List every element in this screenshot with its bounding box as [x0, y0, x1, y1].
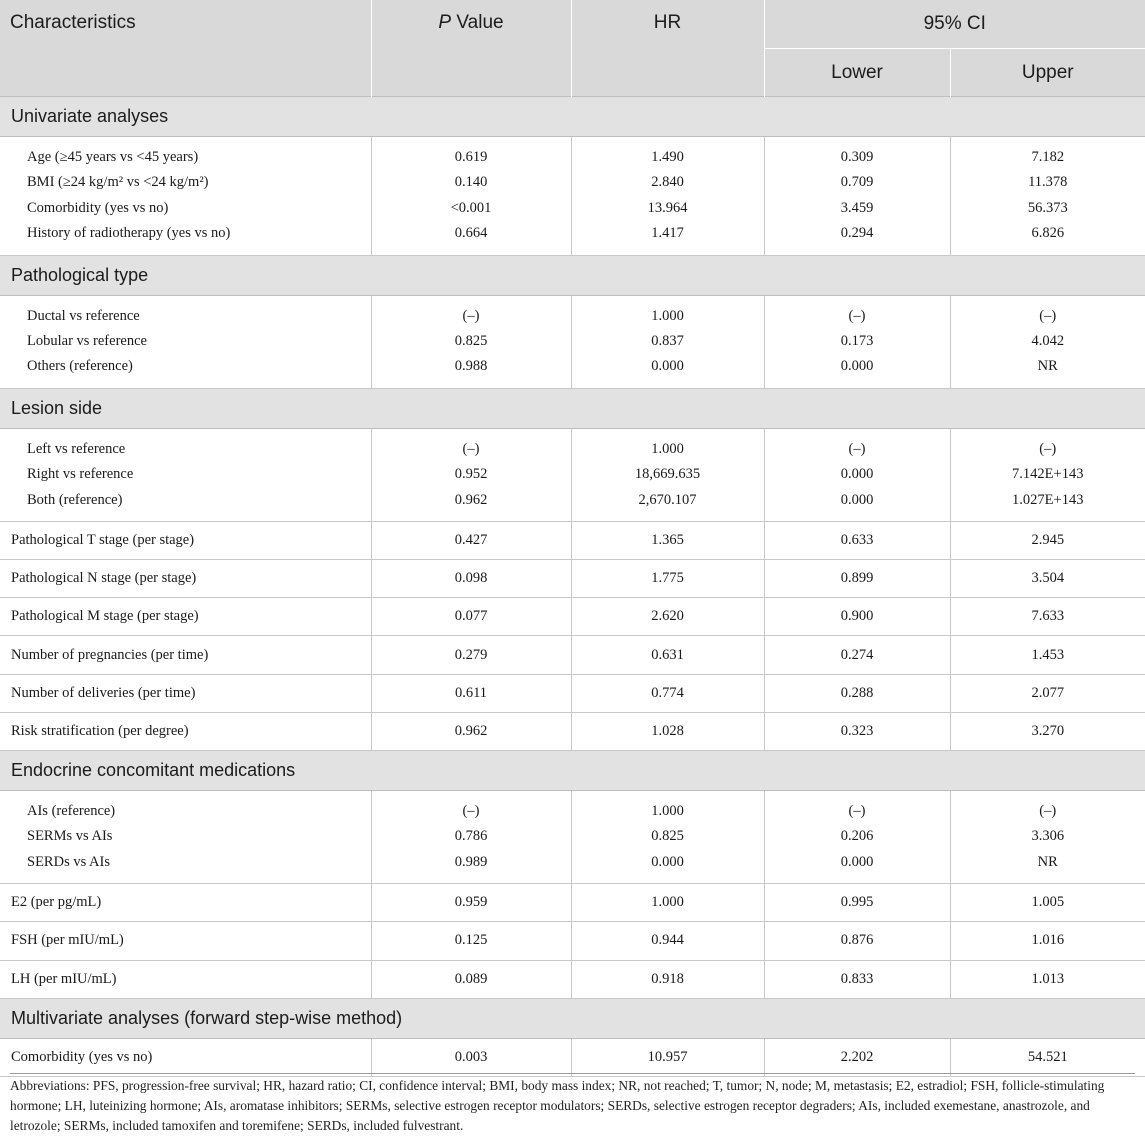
- label-line: BMI (≥24 kg/m² vs <24 kg/m²): [27, 170, 371, 195]
- label-cell: Number of pregnancies (per time): [0, 636, 371, 674]
- p-value-line: 0.786: [372, 824, 571, 849]
- p-value-cell: 0.611: [371, 674, 571, 712]
- label-line: Right vs reference: [27, 462, 371, 487]
- table-row: [0, 712, 1145, 750]
- lower-ci-cell: 0.900: [764, 598, 950, 636]
- hr-line: 1.000: [572, 437, 764, 462]
- lower-ci-line: 0.206: [765, 824, 950, 849]
- hr-cell: [571, 295, 764, 388]
- p-value-line: 0.140: [372, 170, 571, 195]
- hr-cell: [571, 428, 764, 521]
- p-value-cell: 0.098: [371, 560, 571, 598]
- section-univariate: Univariate analyses: [0, 97, 1145, 137]
- p-value-cell: 0.089: [371, 960, 571, 998]
- lower-ci-cell: 0.995: [764, 884, 950, 922]
- upper-ci-line: (–): [951, 799, 1145, 824]
- lower-ci-line: (–): [765, 437, 950, 462]
- hr-line: 18,669.635: [572, 462, 764, 487]
- hr-line: 0.000: [572, 354, 764, 379]
- hr-line: 13.964: [572, 196, 764, 221]
- p-value-line: (–): [372, 437, 571, 462]
- hr-line: 2,670.107: [572, 488, 764, 513]
- lower-ci-line: 0.000: [765, 488, 950, 513]
- p-value-cell: 0.959: [371, 884, 571, 922]
- hr-cell: 2.620: [571, 598, 764, 636]
- p-value-cell: 0.962: [371, 712, 571, 750]
- upper-ci-line: (–): [951, 304, 1145, 329]
- label-cell: [0, 791, 371, 884]
- table-row: [0, 674, 1145, 712]
- label-line: Age (≥45 years vs <45 years): [27, 145, 371, 170]
- p-value-line: (–): [372, 799, 571, 824]
- label-line: Ductal vs reference: [27, 304, 371, 329]
- p-value-cell: 0.077: [371, 598, 571, 636]
- upper-ci-cell: 54.521: [950, 1038, 1145, 1076]
- p-value-line: <0.001: [372, 196, 571, 221]
- hr-cell: [571, 137, 764, 256]
- endocrine-group: [0, 791, 1145, 884]
- pathological-type-group: [0, 295, 1145, 388]
- label-cell: [0, 137, 371, 256]
- upper-ci-cell: 1.013: [950, 960, 1145, 998]
- hr-cell: 10.957: [571, 1038, 764, 1076]
- table-row: [0, 560, 1145, 598]
- hr-line: 1.000: [572, 304, 764, 329]
- lower-ci-line: (–): [765, 304, 950, 329]
- upper-ci-cell: [950, 137, 1145, 256]
- upper-ci-line: 4.042: [951, 329, 1145, 354]
- header-characteristics: Characteristics: [0, 0, 371, 97]
- upper-ci-cell: [950, 428, 1145, 521]
- upper-ci-line: 7.142E+143: [951, 462, 1145, 487]
- hr-line: 0.837: [572, 329, 764, 354]
- p-value-cell: [371, 428, 571, 521]
- table-row: [0, 521, 1145, 559]
- upper-ci-cell: 1.453: [950, 636, 1145, 674]
- label-cell: Number of deliveries (per time): [0, 674, 371, 712]
- upper-ci-cell: 1.005: [950, 884, 1145, 922]
- p-value-cell: 0.125: [371, 922, 571, 960]
- label-line: Lobular vs reference: [27, 329, 371, 354]
- label-cell: Risk stratification (per degree): [0, 712, 371, 750]
- hr-line: 1.490: [572, 145, 764, 170]
- table-body: [0, 97, 1145, 1077]
- p-value-line: 0.664: [372, 221, 571, 246]
- p-value-line: 0.989: [372, 850, 571, 875]
- upper-ci-cell: 1.016: [950, 922, 1145, 960]
- header-p-rest: Value: [451, 12, 503, 33]
- hr-cell: 0.774: [571, 674, 764, 712]
- upper-ci-cell: [950, 295, 1145, 388]
- hr-line: 1.000: [572, 799, 764, 824]
- section-multivariate: Multivariate analyses (forward step-wise method): [0, 998, 1145, 1038]
- upper-ci-cell: 7.633: [950, 598, 1145, 636]
- lower-ci-cell: 0.833: [764, 960, 950, 998]
- lower-ci-cell: 0.633: [764, 521, 950, 559]
- lower-ci-line: 0.173: [765, 329, 950, 354]
- label-line: SERMs vs AIs: [27, 824, 371, 849]
- upper-ci-line: 7.182: [951, 145, 1145, 170]
- upper-ci-line: 11.378: [951, 170, 1145, 195]
- header-hr: HR: [571, 0, 764, 97]
- lower-ci-line: (–): [765, 799, 950, 824]
- lower-ci-line: 0.309: [765, 145, 950, 170]
- hr-line: 2.840: [572, 170, 764, 195]
- univariate-group: [0, 137, 1145, 256]
- hr-cell: 1.365: [571, 521, 764, 559]
- p-value-cell: 0.279: [371, 636, 571, 674]
- hr-cell: 0.631: [571, 636, 764, 674]
- upper-ci-cell: [950, 791, 1145, 884]
- lower-ci-cell: 0.288: [764, 674, 950, 712]
- p-value-line: 0.988: [372, 354, 571, 379]
- label-line: History of radiotherapy (yes vs no): [27, 221, 371, 246]
- hr-line: 0.825: [572, 824, 764, 849]
- label-cell: Pathological M stage (per stage): [0, 598, 371, 636]
- upper-ci-line: (–): [951, 437, 1145, 462]
- lower-ci-cell: [764, 791, 950, 884]
- label-line: AIs (reference): [27, 799, 371, 824]
- hr-cell: 1.775: [571, 560, 764, 598]
- p-value-cell: [371, 295, 571, 388]
- lower-ci-cell: [764, 295, 950, 388]
- table-header: [0, 0, 1145, 97]
- upper-ci-line: 3.306: [951, 824, 1145, 849]
- header-lower: Lower: [764, 49, 950, 97]
- table-row: [0, 1038, 1145, 1076]
- lower-ci-cell: 0.876: [764, 922, 950, 960]
- upper-ci-line: NR: [951, 850, 1145, 875]
- p-value-cell: 0.427: [371, 521, 571, 559]
- label-line: Others (reference): [27, 354, 371, 379]
- upper-ci-cell: 3.504: [950, 560, 1145, 598]
- label-line: Comorbidity (yes vs no): [27, 196, 371, 221]
- hr-line: 0.000: [572, 850, 764, 875]
- hr-cell: [571, 791, 764, 884]
- lesion-side-group: [0, 428, 1145, 521]
- table-row: [0, 922, 1145, 960]
- header-upper: Upper: [950, 49, 1145, 97]
- lower-ci-cell: 0.274: [764, 636, 950, 674]
- hr-line: 1.417: [572, 221, 764, 246]
- upper-ci-cell: 2.945: [950, 521, 1145, 559]
- section-endocrine: Endocrine concomitant medications: [0, 751, 1145, 791]
- upper-ci-cell: 3.270: [950, 712, 1145, 750]
- hr-cell: 0.944: [571, 922, 764, 960]
- label-cell: E2 (per pg/mL): [0, 884, 371, 922]
- upper-ci-line: 1.027E+143: [951, 488, 1145, 513]
- lower-ci-line: 0.000: [765, 354, 950, 379]
- table-row: [0, 636, 1145, 674]
- p-value-line: 0.952: [372, 462, 571, 487]
- label-cell: LH (per mIU/mL): [0, 960, 371, 998]
- p-value-line: 0.619: [372, 145, 571, 170]
- section-pathological-type: Pathological type: [0, 255, 1145, 295]
- upper-ci-line: 56.373: [951, 196, 1145, 221]
- lower-ci-line: 0.709: [765, 170, 950, 195]
- hr-cell: 0.918: [571, 960, 764, 998]
- label-line: Both (reference): [27, 488, 371, 513]
- p-value-line: 0.962: [372, 488, 571, 513]
- upper-ci-line: NR: [951, 354, 1145, 379]
- lower-ci-line: 3.459: [765, 196, 950, 221]
- hr-cell: 1.000: [571, 884, 764, 922]
- label-line: SERDs vs AIs: [27, 850, 371, 875]
- p-value-cell: [371, 791, 571, 884]
- label-cell: [0, 295, 371, 388]
- upper-ci-line: 6.826: [951, 221, 1145, 246]
- section-lesion-side: Lesion side: [0, 388, 1145, 428]
- lower-ci-line: 0.000: [765, 850, 950, 875]
- header-p-italic: P: [438, 12, 451, 33]
- upper-ci-cell: 2.077: [950, 674, 1145, 712]
- lower-ci-cell: [764, 428, 950, 521]
- p-value-cell: 0.003: [371, 1038, 571, 1076]
- table-row: [0, 598, 1145, 636]
- lower-ci-line: 0.000: [765, 462, 950, 487]
- header-95-ci: 95% CI: [764, 0, 1145, 49]
- abbreviations-footnote: Abbreviations: PFS, progression-free survival; HR, hazard ratio; CI, confidence interval; BMI, body mass index; NR, not reached; T, tumor; N, node; M, metastasis; E2, estradiol; FSH, follicle-stimulating hormone; LH, luteinizing hormone; AIs, aromatase inhibitors; SERMs, selective estrogen receptor modulators; SERDs, selective estrogen receptor degraders; AIs, included exemestane, anastrozole, and letrozole; SERMs, included tamoxifen and toremifene; SERDs, included fulvestrant.: [10, 1073, 1135, 1136]
- label-cell: Pathological T stage (per stage): [0, 521, 371, 559]
- hr-cell: 1.028: [571, 712, 764, 750]
- label-line: Left vs reference: [27, 437, 371, 462]
- table-row: [0, 884, 1145, 922]
- p-value-cell: [371, 137, 571, 256]
- label-cell: FSH (per mIU/mL): [0, 922, 371, 960]
- label-cell: Comorbidity (yes vs no): [0, 1038, 371, 1076]
- lower-ci-cell: 2.202: [764, 1038, 950, 1076]
- label-cell: [0, 428, 371, 521]
- p-value-line: (–): [372, 304, 571, 329]
- label-cell: Pathological N stage (per stage): [0, 560, 371, 598]
- table-row: [0, 960, 1145, 998]
- lower-ci-line: 0.294: [765, 221, 950, 246]
- p-value-line: 0.825: [372, 329, 571, 354]
- header-p-value: [371, 0, 571, 97]
- lower-ci-cell: [764, 137, 950, 256]
- lower-ci-cell: 0.323: [764, 712, 950, 750]
- lower-ci-cell: 0.899: [764, 560, 950, 598]
